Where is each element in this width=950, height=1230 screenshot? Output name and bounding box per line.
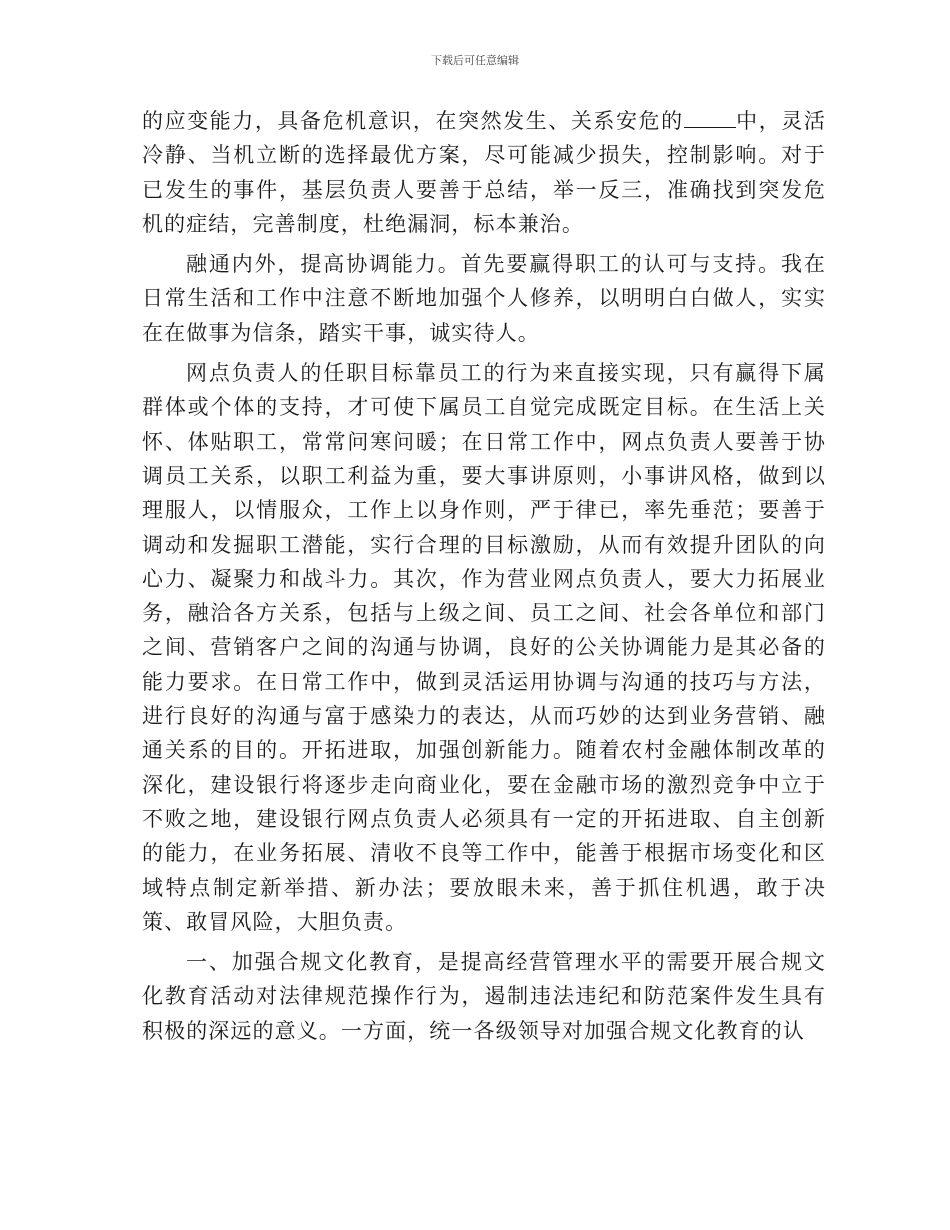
- paragraph-1-text-end: 中，灵活冷静、当机立断的选择最优方案，尽可能减少损失，控制影响。对于已发生的事件，基层负责人要善于总结，举一反三，准确找到突发危机的症结，完善制度，杜绝漏洞，标本兼治。: [142, 109, 826, 236]
- paragraph-2: 融通内外，提高协调能力。首先要赢得职工的认可与支持。我在日常生活和工作中注意不断地加强个人修养，以明明白白做人，实实在在做事为信条，踏实干事，诚实待人。: [142, 252, 826, 345]
- paragraph-4: 一、加强合规文化教育，是提高经营管理水平的需要开展合规文化教育活动对法律规范操作行为，遏制违法违纪和防范案件发生具有积极的深远的意义。一方面，统一各级领导对加强合规文化教育的认: [142, 950, 826, 1043]
- paragraph-3: 网点负责人的任职目标靠员工的行为来直接实现，只有赢得下属群体或个体的支持，才可使下属员工自觉完成既定目标。在生活上关怀、体贴职工，常常问寒问暖；在日常工作中，网点负责人要善于协调员工关系，以职工利益为重，要大事讲原则，小事讲风格，做到以理服人，以情服众，工作上以身作则，严于律已，率先垂范；要善于调动和发掘职工潜能，实行合理的目标激励，从而有效提升团队的向心力、凝聚力和战斗力。其次，作为营业网点负责人，要大力拓展业务，融洽各方关系，包括与上级之间、员工之间、社会各单位和部门之间、营销客户之间的沟通与协调，良好的公关协调能力是其必备的能力要求。在日常工作中，做到灵活运用协调与沟通的技巧与方法，进行良好的沟通与富于感染力的表达，从而巧妙的达到业务营销、融通关系的目的。开拓进取，加强创新能力。随着农村金融体制改革的深化，建设银行将逐步走向商业化，要在金融市场的激烈竞争中立于不败之地，建设银行网点负责人必须具有一定的开拓进取、自主创新的能力，在业务拓展、清收不良等工作中，能善于根据市场变化和区域特点制定新举措、新办法；要放眼未来，善于抓住机遇，敢于决策、敢冒风险，大胆负责。: [142, 361, 826, 934]
- fill-in-blank: [684, 109, 736, 128]
- page-header: 下载后可任意编辑: [431, 54, 519, 67]
- paragraph-1-text-start: 的应变能力，具备危机意识，在突然发生、关系安危的: [142, 109, 684, 133]
- document-body: [142, 104, 826, 1054]
- paragraph-1: [142, 104, 826, 241]
